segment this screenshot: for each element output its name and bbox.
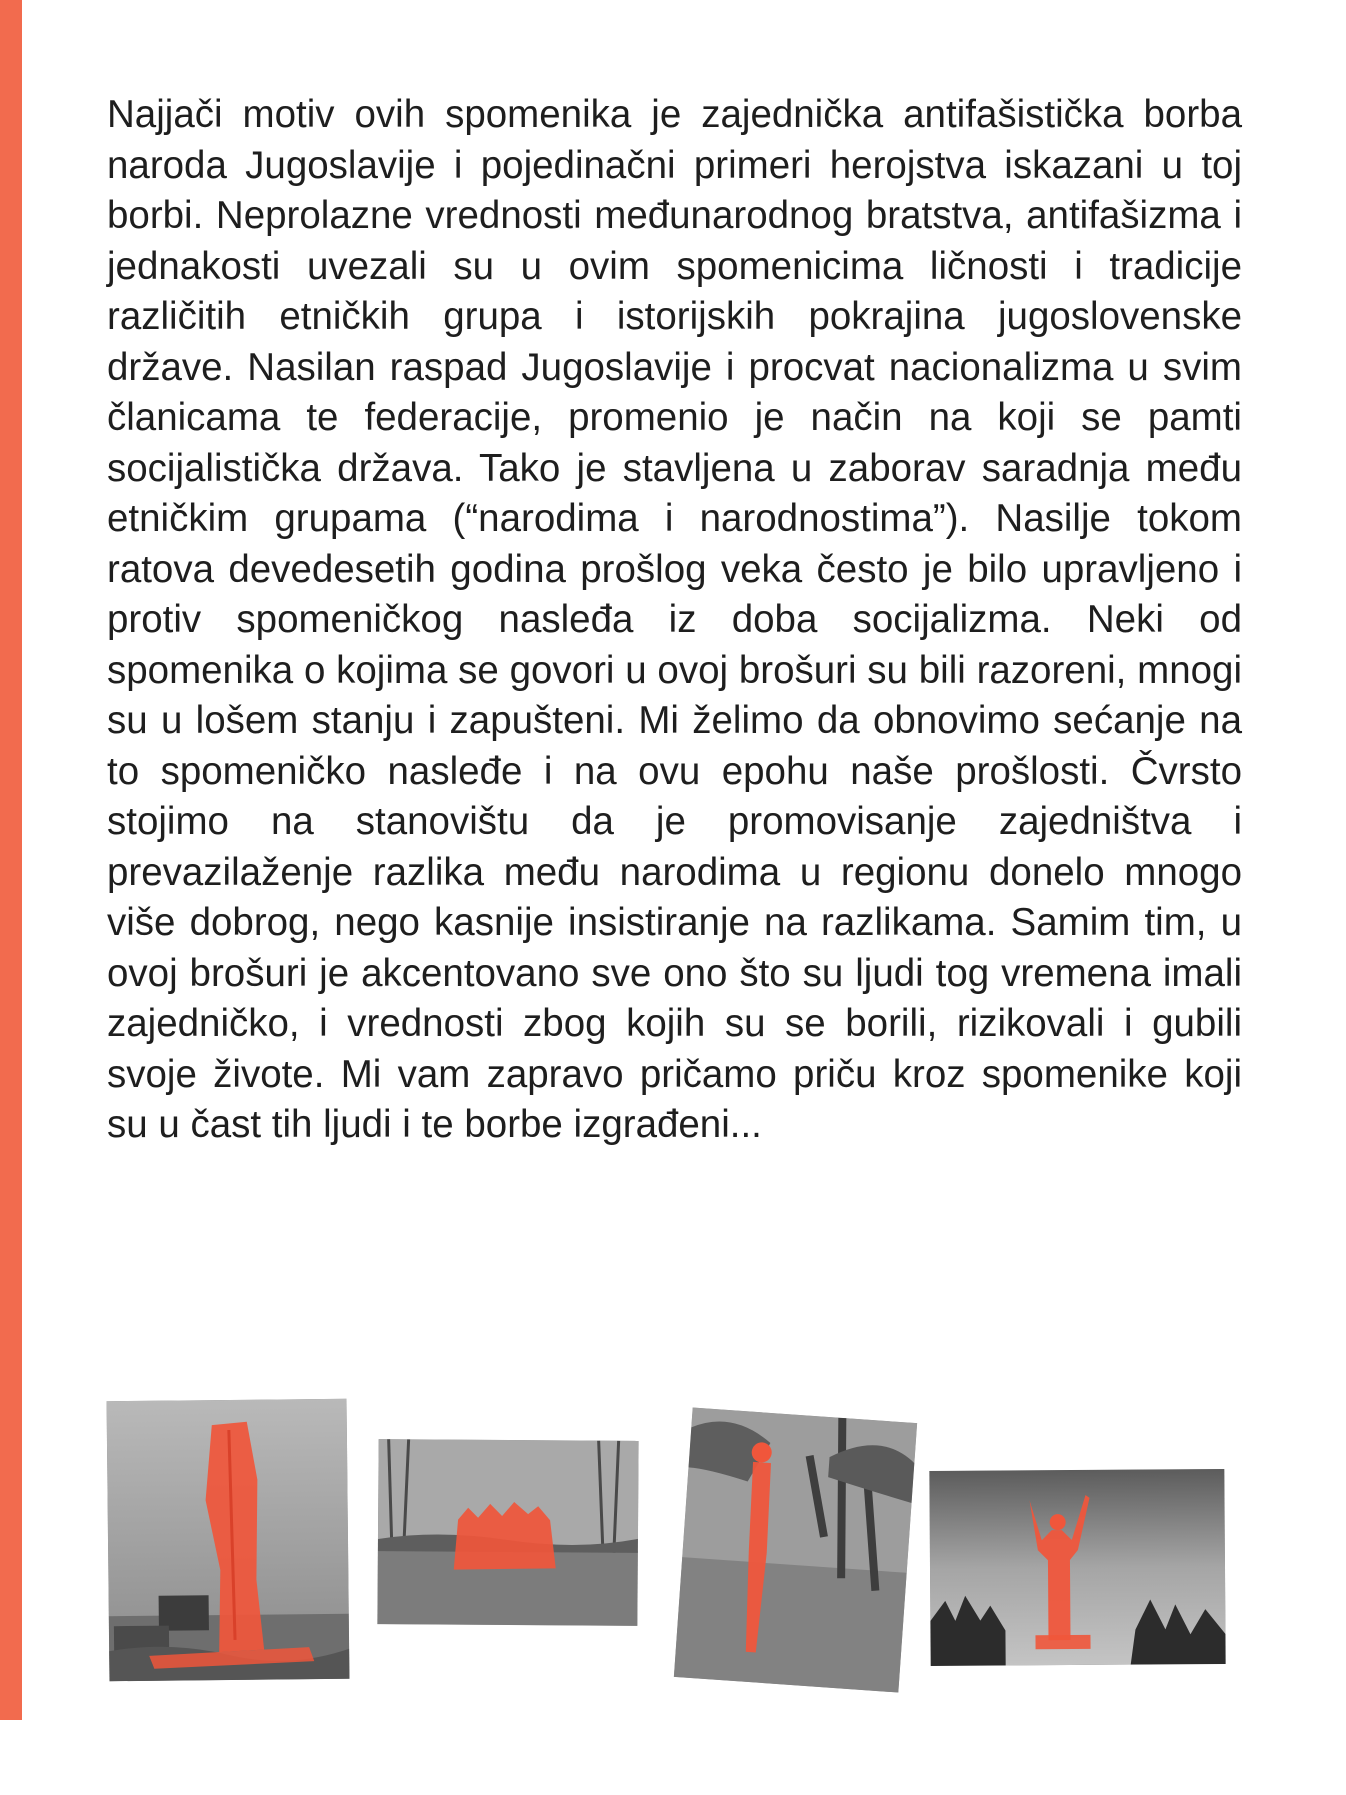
monument-raised-arms-photo [929, 1469, 1225, 1666]
monument-figure-photo [674, 1407, 917, 1692]
monument-raised-arms-photo-icon [929, 1469, 1225, 1666]
monument-block-photo [377, 1439, 638, 1626]
monument-tower-photo-icon [107, 1399, 350, 1681]
body-paragraph: Najjači motiv ovih spomenika je zajednička antifašistička borba naroda Jugoslavije i pojedinačni primeri herojstva iskazani u toj borbi. Neprolazne vrednosti međunarodnog bratstva, antifašizma i jednakosti uvezali su u ovim spomenicima ličnosti i tradicije različitih etničkih grupa i istorijskih pokrajina jugoslovenske države. Nasilan raspad Jugoslavije i procvat nacionalizma u svim članicama te federacije, promenio je način na koji se pamti socijalistička država. Tako je stavljena u zaborav saradnja među etničkim grupama (“narodima i narodnostima”). Nasilje tokom ratova devedesetih godina prošlog veka često je bilo upravljeno i protiv spomeničkog nasleđa iz doba socijalizma. Neki od spomenika o kojima se govori u ovoj brošuri su bili razoreni, mnogi su u lošem stanju i zapušteni. Mi želimo da obnovimo sećanje na to spomeničko nasleđe i na ovu epohu naše prošlosti. Čvrsto stojimo na stanovištu da je promovisanje zajedništva i prevazilaženje razlika među narodima u regionu donelo mnogo više dobrog, nego kasnije insistiranje na razlikama. Samim tim, u ovoj brošuri je akcentovano sve ono što su ljudi tog vremena imali zajedničko, i vrednosti zbog kojih su se borili, rizikovali i gubili svoje živote. Mi vam zapravo pričamo priču kroz spomenike koji su u čast tih ljudi i te borbe izgrađeni... [107, 93, 1242, 1146]
accent-side-bar [0, 0, 22, 1720]
monument-block-photo-icon [377, 1439, 638, 1626]
monument-tower-photo [107, 1399, 350, 1681]
monument-figure-photo-icon [674, 1407, 917, 1692]
